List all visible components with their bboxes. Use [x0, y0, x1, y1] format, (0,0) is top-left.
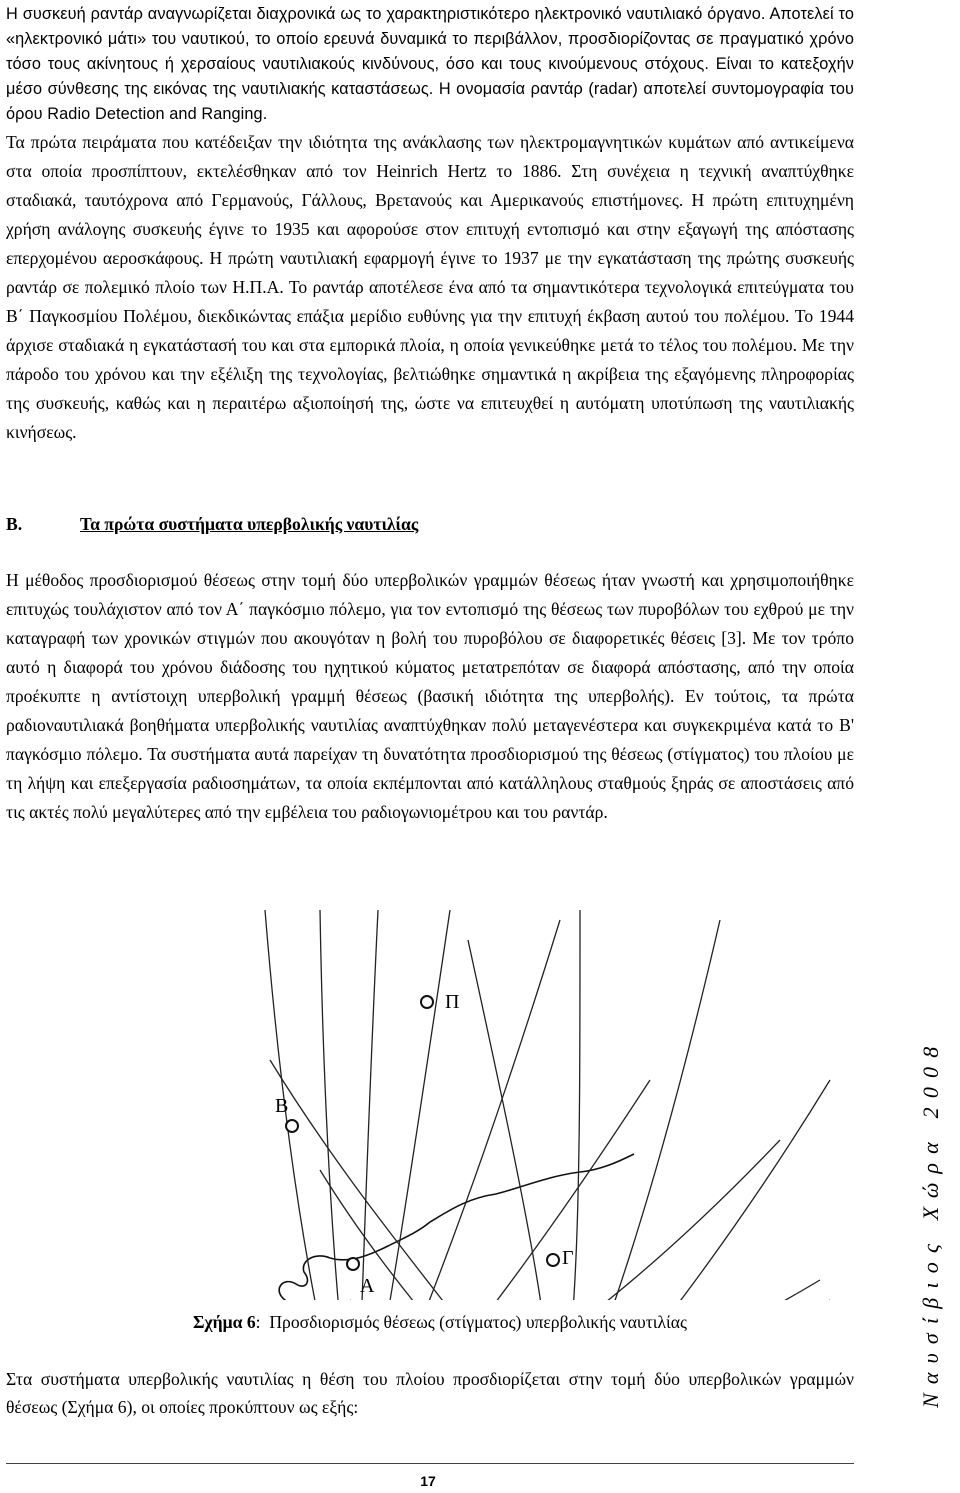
caption-text: Προσδιορισμός θέσεως (στίγματος) υπερβολικής ναυτιλίας	[269, 1312, 687, 1332]
paragraph-hyperbolic-method: Η μέθοδος προσδιορισμού θέσεως στην τομή δύο υπερβολικών γραμμών θέσεως ήταν γνωστή και χρησιμοποιήθηκε επιτυχώς τουλάχιστον από τον Α΄ παγκόσμιο πόλεμο, για τον εντοπισμό της θέσεως των πυροβόλων του εχθρού με την καταγραφή των χρονικών στιγμών που ακουγόταν η βολή του πυροβόλου σε διαφορετικές θέσεις [3]. Με τον τρόπο αυτό η διαφορά του χρόνου διάδοσης του ηχητικού κύματος μετατρεπόταν σε διαφορά απόστασης, από την οποία προέκυπτε η αντίστοιχη υπερβολική γραμμή θέσεως (βασική ιδιότητα της υπερβολής). Εν τούτοις, τα πρώτα ραδιοναυτιλιακά βοηθήματα υπερβολικής ναυτιλίας αναπτύχθηκαν πολύ μεταγενέστερα και συγκεκριμένα κατά το Β' παγκόσμιο πόλεμο. Τα συστήματα αυτά παρείχαν τη δυνατότητα προσδιορισμού της θέσεως (στίγματος) του πλοίου με τη λήψη και επεξεργασία ραδιοσημάτων, τα οποία εκπέμπονται από κατάλληλους σταθμούς ξηράς σε αποστάσεις από τις ακτές πολύ μεγαλύτερες από την εμβέλεια του ραδιογωνιομέτρου και του ραντάρ.	[6, 570, 854, 822]
hyperbolic-lines-diagram	[0, 880, 960, 1300]
hyperbola-family-a	[265, 910, 820, 1300]
section-heading	[6, 514, 418, 535]
caption-label: Σχήμα 6	[193, 1312, 256, 1332]
station-b-marker	[286, 1120, 298, 1132]
paragraph-radar-intro: Η συσκευή ραντάρ αναγνωρίζεται διαχρονικά ως το χαρακτηριστικότερο ηλεκτρονικό ναυτιλιακό όργανο. Αποτελεί το «ηλεκτρονικό μάτι» του ναυτικού, το οποίο ερευνά δυναμικά το περιβάλλον, προσδιορίζοντας σε πραγματικό χρόνο τόσο τους ακίνητους ή χερσαίους ναυτιλιακούς κινδύνους, όσο και τους κινούμενους στόχους. Είναι το κατεξοχήν μέσο σύνθεσης της εικόνας της ναυτιλιακής καταστάσεως. Η ονομασία ραντάρ (radar) αποτελεί συντομογραφία του όρου Radio Detection and Ranging.	[6, 5, 854, 123]
paragraph-radar-history: Τα πρώτα πειράματα που κατέδειξαν την ιδιότητα της ανάκλασης των ηλεκτρομαγνητικών κυμάτων από αντικείμενα στα οποία προσπίπτουν, εκτελέσθηκαν από τον Heinrich Hertz το 1886. Στη συνέχεια η τεχνική αναπτύχθηκε σταδιακά, ταυτόχρονα από Γερμανούς, Γάλλους, Βρετανούς και Αμερικανούς επιστήμονες. Η πρώτη επιτυχημένη χρήση ανάλογης συσκευής έγινε το 1935 και αφορούσε στον επιτυχή εντοπισμό και στην εξαγωγή της απόστασης επερχομένου αεροσκάφους. Η πρώτη ναυτιλιακή εφαρμογή έγινε το 1937 με την εγκατάσταση της πρώτης συσκευής ραντάρ σε πολεμικό πλοίο των Η.Π.Α. Το ραντάρ αποτέλεσε ένα από τα σημαντικότερα τεχνολογικά επιτεύγματα του Β΄ Παγκοσμίου Πολέμου, διεκδικώντας επάξια μερίδιο ευθύνης για την επιτυχή έκβαση αυτού του πολέμου. Το 1944 άρχισε σταδιακά η εγκατάστασή του και στα εμπορικά πλοία, η οποία γενικεύθηκε μετά το τέλος του πολέμου. Με την πάροδο του χρόνου και την εξέλιξη της τεχνολογίας, βελτιώθηκε σημαντικά η ακρίβεια της εξαγόμενης πληροφορίας της συσκευής, καθώς και η περαιτέρω αξιοποίησή της, ώστε να επιτευχθεί η αυτόματη υποτύπωση της ναυτιλιακής κινήσεως.	[6, 132, 854, 442]
station-label-b: Β	[275, 1095, 289, 1117]
section-title: Τα πρώτα συστήματα υπερβολικής ναυτιλίας	[80, 514, 419, 534]
station-label-p: Π	[445, 991, 460, 1013]
figure-caption	[0, 1312, 880, 1333]
station-a-marker	[347, 1258, 359, 1270]
caption-separator: :	[255, 1312, 261, 1332]
station-label-g: Γ	[562, 1247, 574, 1269]
station-p-marker	[421, 996, 433, 1008]
paragraph-hyperbolic-intro: Στα συστήματα υπερβολικής ναυτιλίας η θέση του πλοίου προσδιορίζεται στην τομή δύο υπερβολικών γραμμών θέσεως (Σχήμα 6), οι οποίες προκύπτουν ως εξής:	[6, 1369, 854, 1417]
footer-divider	[6, 1463, 854, 1464]
hyperbola-family-b	[270, 910, 830, 1300]
station-label-a: Α	[360, 1275, 375, 1297]
station-g-marker	[547, 1254, 559, 1266]
section-number: Β.	[6, 514, 23, 534]
page-number: 17	[420, 1473, 436, 1489]
side-watermark: Ναυσίβιος Χώρα 2008	[918, 1037, 943, 1408]
